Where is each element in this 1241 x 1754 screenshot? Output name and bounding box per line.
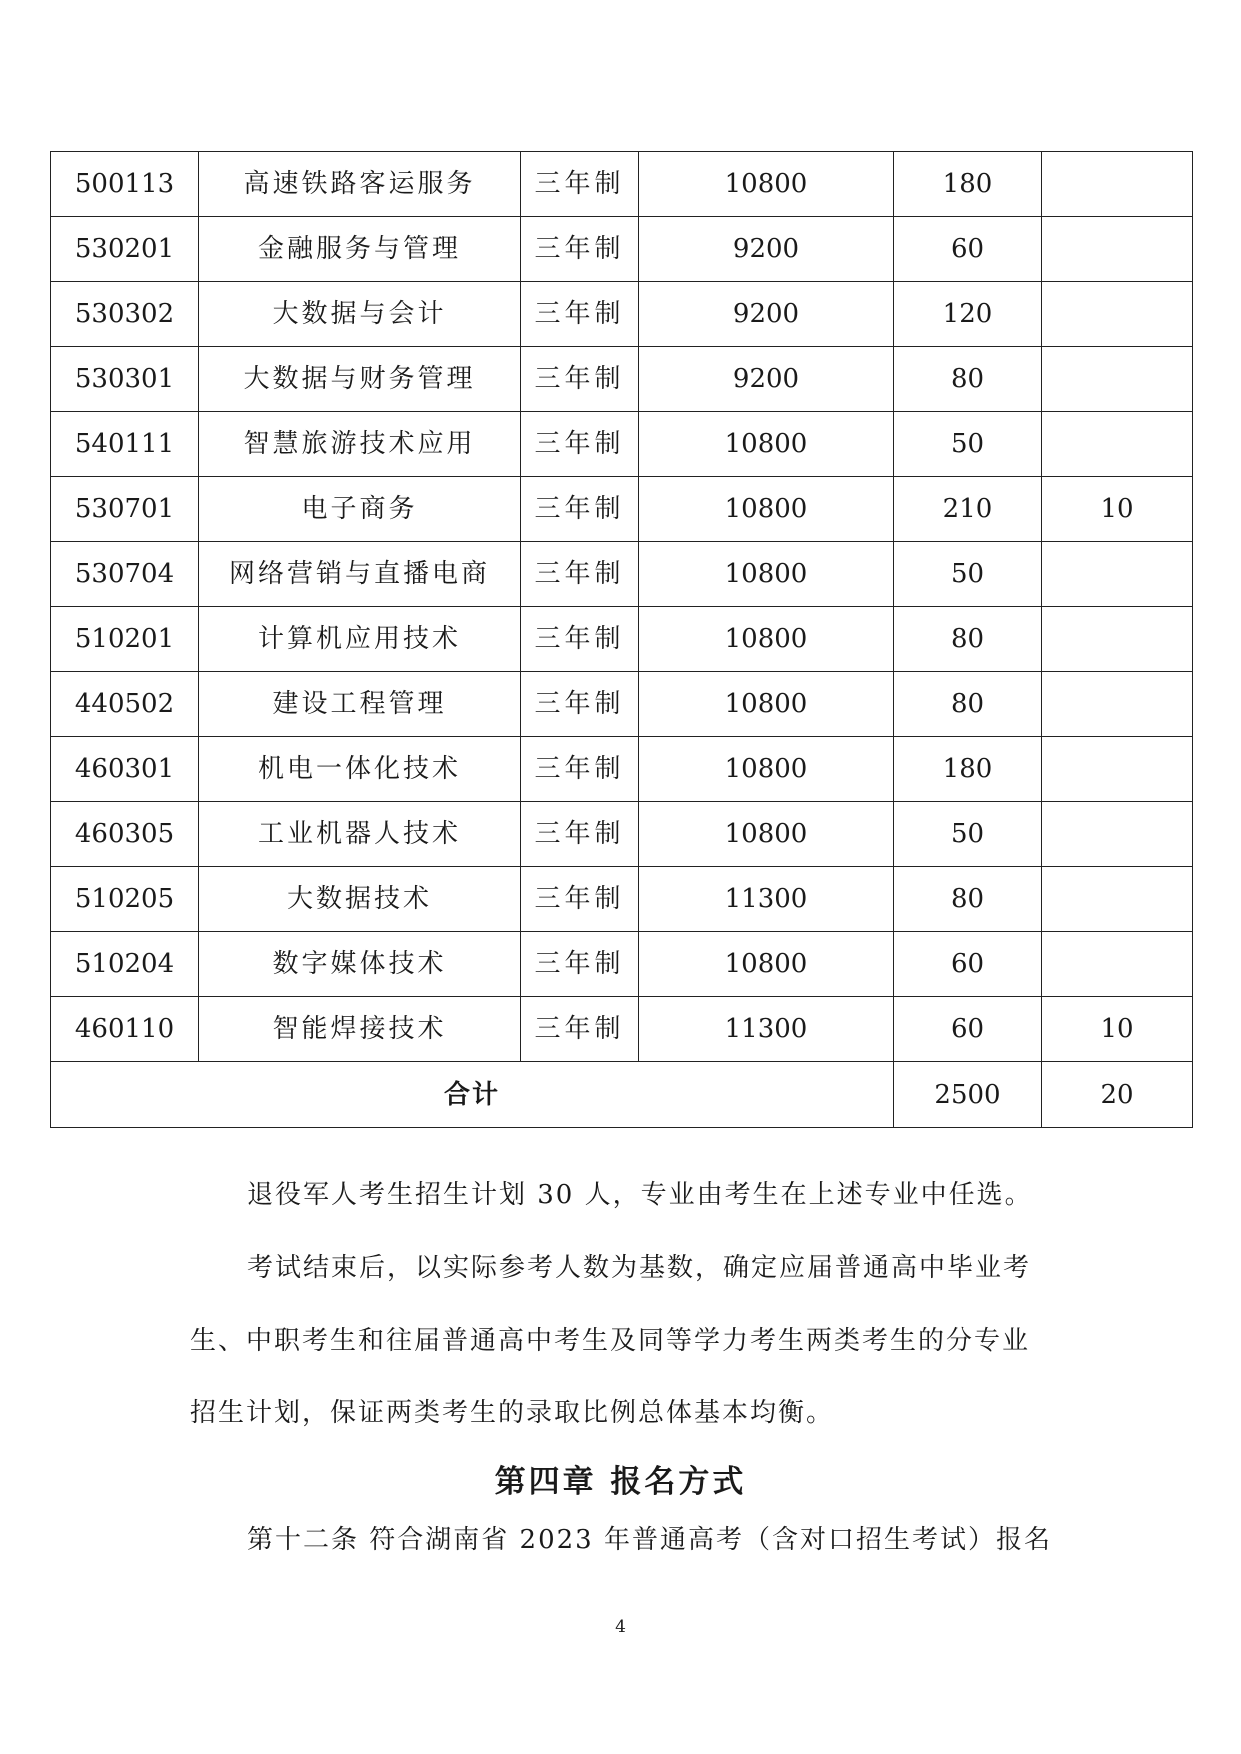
major-name-cell: 工业机器人技术 xyxy=(199,802,521,867)
article-12-paragraph: 第十二条 符合湖南省 2023 年普通高考（含对口招生考试）报名 xyxy=(247,1525,1052,1555)
study-system-cell: 三年制 xyxy=(521,672,639,737)
extra-count-cell xyxy=(1042,607,1193,672)
plan-count-cell: 210 xyxy=(894,477,1042,542)
study-system-cell: 三年制 xyxy=(521,347,639,412)
major-code-cell: 530201 xyxy=(51,217,199,282)
extra-count-cell xyxy=(1042,217,1193,282)
major-name-cell: 计算机应用技术 xyxy=(199,607,521,672)
table-row xyxy=(51,997,1193,1062)
table-row xyxy=(51,802,1193,867)
plan-count-cell: 50 xyxy=(894,412,1042,477)
study-system-cell: 三年制 xyxy=(521,997,639,1062)
major-code-cell: 460301 xyxy=(51,737,199,802)
major-code-cell: 530301 xyxy=(51,347,199,412)
extra-count-cell xyxy=(1042,672,1193,737)
exam-paragraph-line-2: 生、中职考生和往届普通高中考生及同等学力考生两类考生的分专业 xyxy=(190,1326,1031,1356)
plan-count-cell: 180 xyxy=(894,152,1042,217)
table-row xyxy=(51,477,1193,542)
veterans-paragraph: 退役军人考生招生计划 30 人，专业由考生在上述专业中任选。 xyxy=(247,1180,1033,1210)
major-code-cell: 460110 xyxy=(51,997,199,1062)
plan-count-cell: 80 xyxy=(894,347,1042,412)
extra-count-cell xyxy=(1042,802,1193,867)
table-row xyxy=(51,737,1193,802)
study-system-cell: 三年制 xyxy=(521,802,639,867)
table-row xyxy=(51,412,1193,477)
tuition-fee-cell: 10800 xyxy=(639,802,894,867)
table-row xyxy=(51,672,1193,737)
table-row xyxy=(51,932,1193,997)
tuition-fee-cell: 10800 xyxy=(639,542,894,607)
study-system-cell: 三年制 xyxy=(521,737,639,802)
major-name-cell: 智能焊接技术 xyxy=(199,997,521,1062)
total-plan: 2500 xyxy=(894,1062,1042,1128)
tuition-fee-cell: 10800 xyxy=(639,737,894,802)
table-row xyxy=(51,217,1193,282)
extra-count-cell xyxy=(1042,282,1193,347)
plan-count-cell: 120 xyxy=(894,282,1042,347)
major-code-cell: 510201 xyxy=(51,607,199,672)
extra-count-cell xyxy=(1042,737,1193,802)
extra-count-cell xyxy=(1042,542,1193,607)
major-name-cell: 高速铁路客运服务 xyxy=(199,152,521,217)
tuition-fee-cell: 10800 xyxy=(639,607,894,672)
table-row xyxy=(51,867,1193,932)
extra-count-cell xyxy=(1042,932,1193,997)
plan-count-cell: 80 xyxy=(894,672,1042,737)
study-system-cell: 三年制 xyxy=(521,477,639,542)
major-name-cell: 大数据技术 xyxy=(199,867,521,932)
tuition-fee-cell: 11300 xyxy=(639,997,894,1062)
table-row xyxy=(51,282,1193,347)
table-row xyxy=(51,152,1193,217)
table-row xyxy=(51,347,1193,412)
total-extra: 20 xyxy=(1042,1062,1193,1128)
page-number: 4 xyxy=(615,1617,626,1637)
enrollment-plan-table xyxy=(50,151,1193,1128)
study-system-cell: 三年制 xyxy=(521,607,639,672)
study-system-cell: 三年制 xyxy=(521,282,639,347)
study-system-cell: 三年制 xyxy=(521,542,639,607)
extra-count-cell xyxy=(1042,152,1193,217)
major-code-cell: 530701 xyxy=(51,477,199,542)
plan-count-cell: 50 xyxy=(894,542,1042,607)
study-system-cell: 三年制 xyxy=(521,217,639,282)
chapter-title: 第四章 报名方式 xyxy=(494,1464,747,1500)
major-code-cell: 510205 xyxy=(51,867,199,932)
total-row xyxy=(51,1062,1193,1128)
major-code-cell: 510204 xyxy=(51,932,199,997)
major-code-cell: 530704 xyxy=(51,542,199,607)
tuition-fee-cell: 9200 xyxy=(639,347,894,412)
plan-count-cell: 80 xyxy=(894,867,1042,932)
extra-count-cell: 10 xyxy=(1042,997,1193,1062)
tuition-fee-cell: 10800 xyxy=(639,477,894,542)
table-row xyxy=(51,542,1193,607)
major-name-cell: 大数据与会计 xyxy=(199,282,521,347)
plan-count-cell: 60 xyxy=(894,997,1042,1062)
major-name-cell: 电子商务 xyxy=(199,477,521,542)
major-code-cell: 500113 xyxy=(51,152,199,217)
study-system-cell: 三年制 xyxy=(521,152,639,217)
major-name-cell: 金融服务与管理 xyxy=(199,217,521,282)
table-body xyxy=(51,152,1193,1062)
exam-paragraph-line-3: 招生计划，保证两类考生的录取比例总体基本均衡。 xyxy=(190,1398,835,1428)
tuition-fee-cell: 10800 xyxy=(639,152,894,217)
study-system-cell: 三年制 xyxy=(521,412,639,477)
tuition-fee-cell: 11300 xyxy=(639,867,894,932)
major-name-cell: 数字媒体技术 xyxy=(199,932,521,997)
exam-paragraph-line-1: 考试结束后，以实际参考人数为基数，确定应届普通高中毕业考 xyxy=(247,1253,1032,1283)
study-system-cell: 三年制 xyxy=(521,932,639,997)
tuition-fee-cell: 10800 xyxy=(639,672,894,737)
study-system-cell: 三年制 xyxy=(521,867,639,932)
major-name-cell: 大数据与财务管理 xyxy=(199,347,521,412)
plan-count-cell: 50 xyxy=(894,802,1042,867)
major-name-cell: 建设工程管理 xyxy=(199,672,521,737)
major-name-cell: 智慧旅游技术应用 xyxy=(199,412,521,477)
plan-count-cell: 60 xyxy=(894,932,1042,997)
major-name-cell: 机电一体化技术 xyxy=(199,737,521,802)
tuition-fee-cell: 10800 xyxy=(639,932,894,997)
tuition-fee-cell: 10800 xyxy=(639,412,894,477)
tuition-fee-cell: 9200 xyxy=(639,217,894,282)
plan-count-cell: 180 xyxy=(894,737,1042,802)
extra-count-cell xyxy=(1042,412,1193,477)
tuition-fee-cell: 9200 xyxy=(639,282,894,347)
extra-count-cell xyxy=(1042,347,1193,412)
major-code-cell: 440502 xyxy=(51,672,199,737)
major-code-cell: 460305 xyxy=(51,802,199,867)
total-label: 合计 xyxy=(51,1062,894,1128)
table-row xyxy=(51,607,1193,672)
major-name-cell: 网络营销与直播电商 xyxy=(199,542,521,607)
extra-count-cell: 10 xyxy=(1042,477,1193,542)
plan-count-cell: 80 xyxy=(894,607,1042,672)
major-code-cell: 530302 xyxy=(51,282,199,347)
plan-count-cell: 60 xyxy=(894,217,1042,282)
major-code-cell: 540111 xyxy=(51,412,199,477)
extra-count-cell xyxy=(1042,867,1193,932)
table-total xyxy=(51,1062,1193,1128)
